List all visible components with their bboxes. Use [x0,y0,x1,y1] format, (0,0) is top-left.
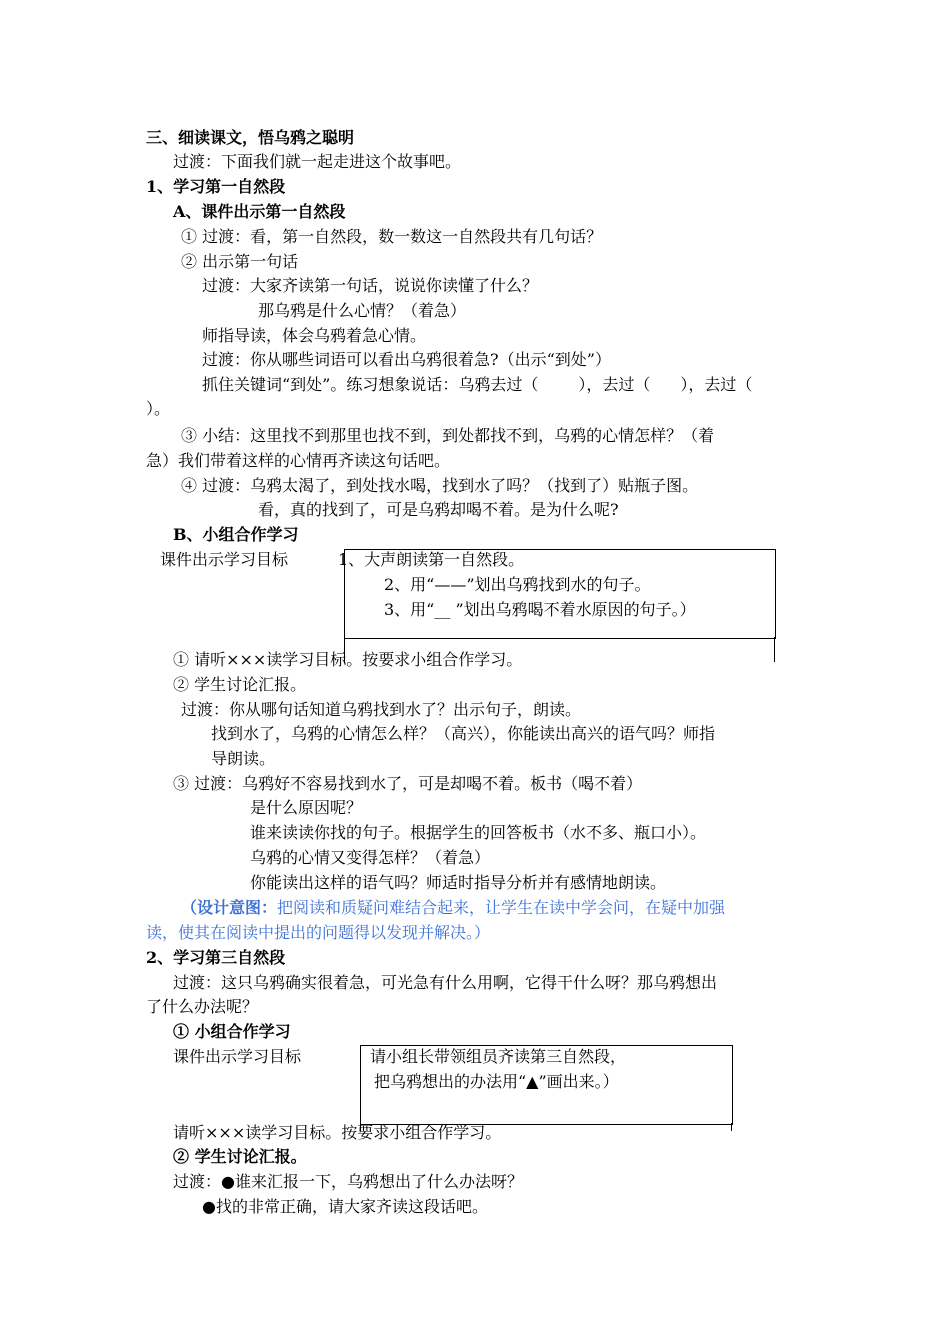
part1-line: 那乌鸦是什么心情？（着急） [258,301,467,320]
part1-line: 你能读出这样的语气吗？师适时指导分析并有感情地朗读。 [250,873,667,892]
fill-blank-text: 抓住关键词“到处”。练习想象说话：乌鸦去过（ [202,375,539,394]
goals-label: 课件出示学习目标 [173,1047,302,1066]
part1-line: 过渡：大家齐读第一句话，说说你读懂了什么？ [202,276,539,295]
box-tail-right [774,637,775,662]
part1-line: ③ 小结：这里找不到那里也找不到，到处都找不到，乌鸦的心情怎样？（着 [181,426,715,445]
part1-heading: 1、学习第一自然段 [146,177,286,196]
part1-sub-a: A、课件出示第一自然段 [173,202,346,221]
part1-line: 是什么原因呢？ [250,798,363,817]
part2-line: 过渡：●谁来汇报一下，乌鸦想出了什么办法呀？ [173,1172,523,1191]
part2-line: 请听×××读学习目标。按要求小组合作学习。 [173,1123,502,1142]
part1-line: 找到水了，乌鸦的心情怎么样？（高兴），你能读出高兴的语气吗？师指 [211,724,716,743]
goal-item: 2、用“——”划出乌鸦找到水的句子。 [384,575,651,594]
part1-line: ② 学生讨论汇报。 [173,675,307,694]
goal-item: 3、用“__ ”划出乌鸦喝不着水原因的句子。） [384,600,696,619]
part1-line: 过渡：你从哪些词语可以看出乌鸦很着急?（出示“到处”） [202,350,611,369]
part1-line: 谁来读读你找的句子。根据学生的回答板书（水不多、瓶口小）。 [250,823,707,842]
box-tail-right [731,1123,732,1131]
part2-heading: 2、学习第三自然段 [146,948,286,967]
goals-label: 课件出示学习目标 [160,550,289,569]
part1-line: 乌鸦的心情又变得怎样？（着急） [250,848,491,867]
part2-sub2: ② 学生讨论汇报。 [173,1147,307,1166]
section3-heading: 三、细读课文，悟乌鸦之聪明 [146,128,355,147]
part2-line: 过渡：这只乌鸦确实很着急，可光急有什么用啊，它得干什么呀？那乌鸦想出 [173,973,718,992]
fill-blank-text: ），去过（ [578,375,651,394]
part2-line: ●找的非常正确，请大家齐读这段话吧。 [202,1197,488,1216]
part1-line: ③ 过渡：乌鸦好不容易找到水了，可是却喝不着。板书（喝不着） [173,774,643,793]
part1-line: ④ 过渡：乌鸦太渴了，到处找水喝，找到水了吗？（找到了）贴瓶子图。 [181,476,699,495]
part1-line [202,373,752,397]
part1-line: 师指导读，体会乌鸦着急心情。 [202,326,427,345]
part2-line: 了什么办法呢？ [146,997,259,1016]
part1-line: ）。 [146,399,171,418]
fill-blank-text: ），去过（ [680,375,753,394]
part1-line: ② 出示第一句话 [181,252,299,271]
part1-line: ① 请听×××读学习目标。按要求小组合作学习。 [173,650,523,669]
part1-line: 看，真的找到了，可是乌鸦却喝不着。是为什么呢? [258,500,619,519]
part1-line: 急）我们带着这样的心情再齐读这句话吧。 [146,451,451,470]
goal-item: 1、大声朗读第一自然段。 [338,550,525,569]
design-intent-cont: 读，使其在阅读中提出的问题得以发现并解决。） [146,923,491,942]
part1-line: 过渡：你从哪句话知道乌鸦找到水了？出示句子，朗读。 [181,700,582,719]
part1-sub-b: B、小组合作学习 [173,525,299,544]
goal-item: 把乌鸦想出的办法用“▲”画出来。） [374,1072,619,1091]
design-intent-label: （设计意图： [181,898,278,917]
design-intent [181,896,725,920]
intro-transition: 过渡：下面我们就一起走进这个故事吧。 [173,152,462,171]
goal-item: 请小组长带领组员齐读第三自然段， [370,1047,627,1066]
part1-line: ① 过渡：看，第一自然段，数一数这一自然段共有几句话？ [181,227,603,246]
part1-line: 导朗读。 [211,749,276,768]
part2-sub1: ① 小组合作学习 [173,1022,291,1041]
design-intent-text: 把阅读和质疑问难结合起来，让学生在读中学会问，在疑中加强 [277,898,726,917]
